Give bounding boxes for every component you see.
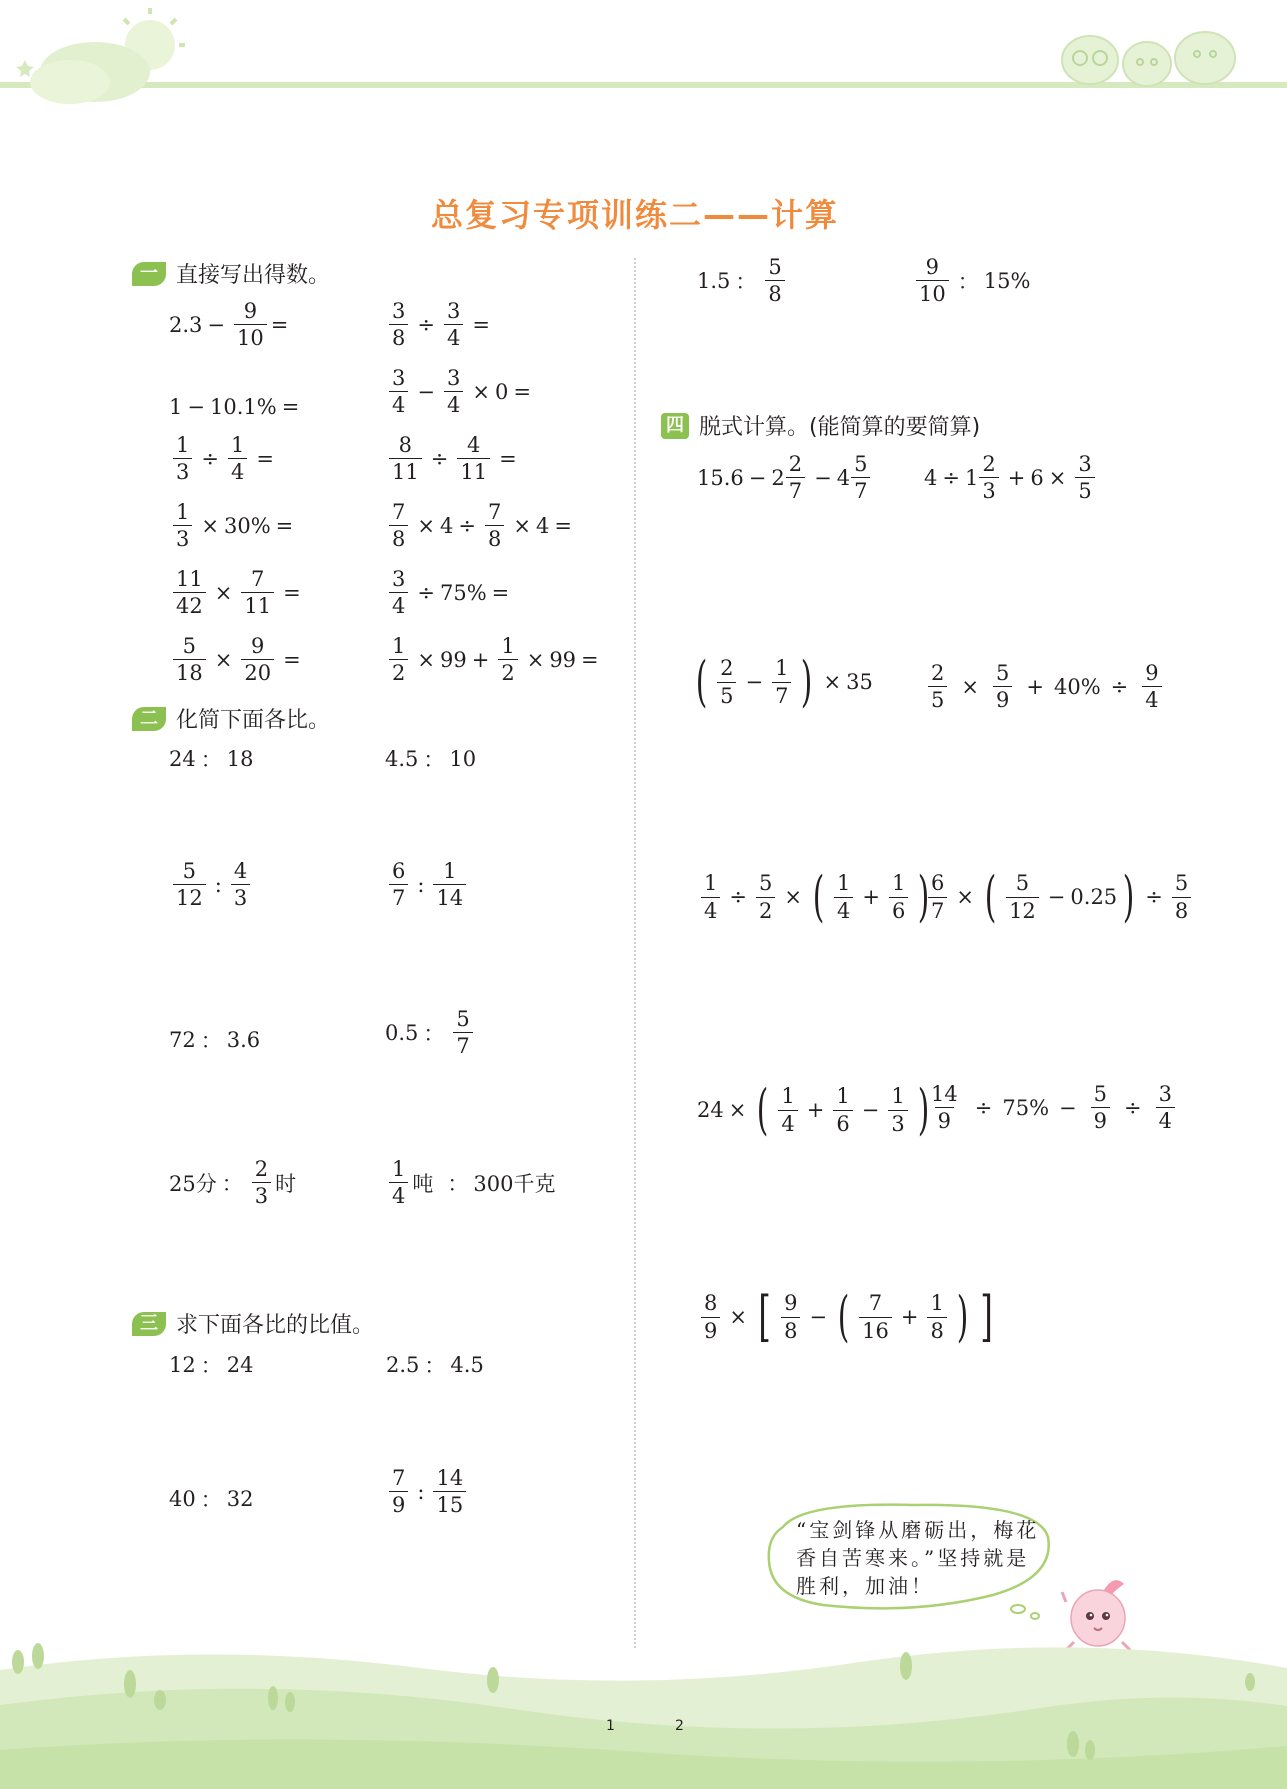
fraction: $\frac{5}{18}$: [173, 635, 206, 684]
fraction: $\frac{1}{4}$: [701, 872, 720, 921]
section-4-heading: [661, 410, 980, 441]
section-3-heading: [132, 1308, 374, 1339]
fraction: 5 8: [765, 256, 784, 305]
ratio-2-7: 25分 ： 2 3 时: [169, 1157, 297, 1209]
animal-faces-decoration: [1055, 18, 1245, 88]
right-paren: ): [1122, 865, 1135, 928]
ratio-2-8: 1 4 吨 ： 300千克: [385, 1158, 555, 1207]
section-2-tag: 二: [132, 707, 166, 731]
fraction: $\frac{1}{2}$: [389, 635, 408, 684]
fraction: $\frac{5}{9}$: [993, 662, 1012, 711]
ratio-3-1: 12 ： 24: [169, 1353, 254, 1378]
fraction: $\frac{7}{11}$: [241, 568, 274, 617]
fraction: 5 12: [1006, 872, 1039, 921]
right-paren: ): [918, 865, 930, 928]
fraction: 4 3: [231, 860, 250, 909]
left-paren: (: [757, 1078, 769, 1141]
fraction: $\frac{1}{2}$: [498, 635, 517, 684]
ratio-3-3: 40 ： 32: [169, 1487, 254, 1512]
exercise-1-5: $\frac{1}{3}$ ÷ $\frac{1}{4}$ =: [169, 434, 279, 483]
fraction: $\frac{3}{4}$: [444, 367, 463, 416]
ratio-3-5: 1.5 ： 5 8: [697, 256, 789, 305]
section-1-tag: 一: [132, 262, 166, 286]
calc-4-8: $\frac{14}{9}$ ÷ 75% − $\frac{5}{9}$ ÷ $\frac{3}{4}$: [924, 1083, 1179, 1132]
fraction: $\frac{3}{8}$: [389, 300, 408, 349]
exercise-1-7: $\frac{1}{3}$ × 30% =: [169, 501, 298, 550]
section-1-heading: [132, 258, 330, 289]
fraction: $\frac{5}{9}$: [1091, 1083, 1110, 1132]
left-bracket: [: [758, 1285, 771, 1348]
fraction: $\frac{1}{4}$: [228, 434, 247, 483]
ratio-2-1: 24 ： 18: [169, 747, 254, 772]
section-4-label: 脱式计算。(能简算的要简算): [699, 415, 981, 440]
fraction: $\frac{4}{11}$: [457, 434, 490, 483]
sun-cloud-decoration: [0, 0, 200, 110]
section-1-label: 直接写出得数。: [176, 263, 331, 288]
calc-4-6: $\frac{6}{7}$ × ( 5 12 − 0.25 ) ÷ $\frac{5}{8}$: [924, 870, 1195, 924]
fraction: 6 7: [389, 860, 408, 909]
fraction: $\frac{6}{7}$: [928, 872, 947, 921]
fraction: $\frac{1}{3}$: [888, 1085, 907, 1134]
section-4-tag: 四: [661, 413, 689, 439]
right-paren: ): [956, 1285, 969, 1348]
exercise-1-10: $\frac{3}{4}$ ÷ 75% =: [385, 568, 514, 617]
column-divider: [634, 258, 636, 1648]
fraction: $\frac{9}{10}$: [234, 300, 267, 349]
section-2-heading: [132, 703, 330, 734]
section-3-label: 求下面各比的比值。: [176, 1313, 375, 1338]
exercise-1-6: $\frac{8}{11}$ ÷ $\frac{4}{11}$ =: [385, 434, 522, 483]
fraction: $\frac{1}{7}$: [772, 657, 791, 706]
section-3-tag: 三: [132, 1312, 166, 1336]
fraction: $\frac{3}{4}$: [444, 300, 463, 349]
fraction: 1 4: [778, 1085, 797, 1134]
exercise-1-4: 3 4 − $\frac{3}{4}$ × 0 =: [385, 367, 536, 416]
fraction: 7 16: [859, 1292, 892, 1341]
fraction: 1 4: [389, 1158, 408, 1207]
section-2-label: 化简下面各比。: [176, 708, 331, 733]
exercise-1-9: $\frac{11}{42}$ × $\frac{7}{11}$ =: [169, 568, 306, 617]
fraction: $\frac{7}{8}$: [485, 501, 504, 550]
ratio-3-6: 9 10 ： 15%: [912, 256, 1030, 305]
fraction: $\frac{3}{5}$: [1075, 453, 1094, 502]
page-number-left: 1: [606, 1718, 615, 1734]
fraction: $\frac{1}{8}$: [927, 1292, 946, 1341]
fraction: $\frac{8}{11}$: [389, 434, 422, 483]
calc-4-2: 4 ÷ 1 2 3 + 6 × $\frac{3}{5}$: [924, 453, 1099, 502]
encouragement-text: “宝剑锋从磨砺出，梅花香自苦寒来。”坚持就是胜利，加油！: [796, 1518, 1040, 1598]
calc-4-4: $\frac{2}{5}$ × $\frac{5}{9}$ + 40% ÷ $\frac{9}{4}$: [924, 662, 1166, 711]
ratio-2-2: 4.5 ： 10: [385, 747, 477, 772]
left-paren: (: [837, 1285, 850, 1348]
left-paren: (: [984, 865, 997, 928]
fraction: $\frac{1}{3}$: [173, 434, 192, 483]
fraction: 14 15: [433, 1467, 466, 1516]
exercise-1-2: $\frac{3}{8}$ ÷ $\frac{3}{4}$ =: [385, 300, 495, 349]
ratio-2-5: 72 ： 3.6: [169, 1028, 261, 1053]
right-bracket: ]: [980, 1285, 993, 1348]
ratio-2-6: 0.5 ： 5 7: [385, 1008, 477, 1057]
fraction: $\frac{5}{2}$: [756, 872, 775, 921]
fraction: $\frac{11}{42}$: [173, 568, 206, 617]
exercise-1-8: $\frac{7}{8}$ × 4 ÷ $\frac{7}{8}$ × 4 =: [385, 501, 577, 550]
calc-4-1: 15.6 − 2 2 7 − 4 5 7: [697, 453, 874, 502]
exercise-1-11: $\frac{5}{18}$ × $\frac{9}{20}$ =: [169, 635, 306, 684]
page-title: 总复习专项训练二——计算: [430, 196, 839, 234]
ratio-2-4: 6 7 : 1 14: [385, 860, 470, 909]
fraction: $\frac{1}{6}$: [833, 1085, 852, 1134]
fraction: $\frac{7}{8}$: [389, 501, 408, 550]
fraction: 9 10: [916, 256, 949, 305]
calc-4-9: $\frac{8}{9}$ × [ 9 8 − ( 7 16 + $\frac{1}{8}$ ) ]: [697, 1290, 999, 1344]
fraction: $\frac{1}{6}$: [889, 872, 908, 921]
fraction: $\frac{1}{3}$: [173, 501, 192, 550]
fraction: $\frac{3}{4}$: [1156, 1083, 1175, 1132]
calc-4-7: 24 × ( 1 4 + $\frac{1}{6}$ − $\frac{1}{3}$ ): [697, 1078, 930, 1141]
fraction: $\frac{9}{20}$: [241, 635, 274, 684]
fraction: $\frac{2}{5}$: [928, 662, 947, 711]
landscape-footer: [0, 1610, 1287, 1789]
fraction: 5 12: [173, 860, 206, 909]
exercise-1-3: 1 − 10.1% =: [169, 395, 300, 419]
fraction: $\frac{14}{9}$: [931, 1082, 958, 1134]
fraction: $\frac{8}{9}$: [701, 1292, 720, 1341]
fraction: 5 7: [851, 453, 870, 502]
exercise-1-12: $\frac{1}{2}$ × 99 + $\frac{1}{2}$ × 99 =: [385, 635, 604, 684]
calc-4-3: ( 2 5 − $\frac{1}{7}$ ) × 35: [695, 650, 873, 713]
left-paren: (: [812, 865, 825, 928]
page-number-right: 2: [675, 1718, 684, 1734]
calc-4-5: $\frac{1}{4}$ ÷ $\frac{5}{2}$ × ( 1 4 + $\frac{1}{6}$ ): [697, 870, 935, 924]
fraction: $\frac{9}{4}$: [1142, 662, 1161, 711]
left-paren: (: [695, 650, 708, 713]
ratio-2-3: 5 12 : 4 3: [169, 860, 254, 909]
fraction: 1 14: [433, 860, 466, 909]
fraction: 2 5: [717, 657, 736, 706]
fraction: 5 7: [453, 1008, 472, 1057]
fraction: 2 7: [786, 453, 805, 502]
fraction: $\frac{5}{8}$: [1172, 872, 1191, 921]
right-paren: ): [801, 650, 813, 713]
fraction: 3 4: [389, 367, 408, 416]
exercise-1-1: 2.3 − $\frac{9}{10}$ =: [169, 299, 289, 351]
ratio-3-4: 7 9 : 14 15: [385, 1467, 470, 1516]
fraction: 7 9: [389, 1467, 408, 1516]
ratio-3-2: 2.5 ： 4.5: [386, 1353, 484, 1378]
fraction: 1 4: [834, 872, 853, 921]
fraction: 9 8: [781, 1292, 800, 1341]
fraction: 2 3: [979, 453, 998, 502]
right-paren: ): [917, 1078, 930, 1141]
fraction: $\frac{3}{4}$: [389, 568, 408, 617]
fraction: 2 3: [252, 1158, 271, 1207]
